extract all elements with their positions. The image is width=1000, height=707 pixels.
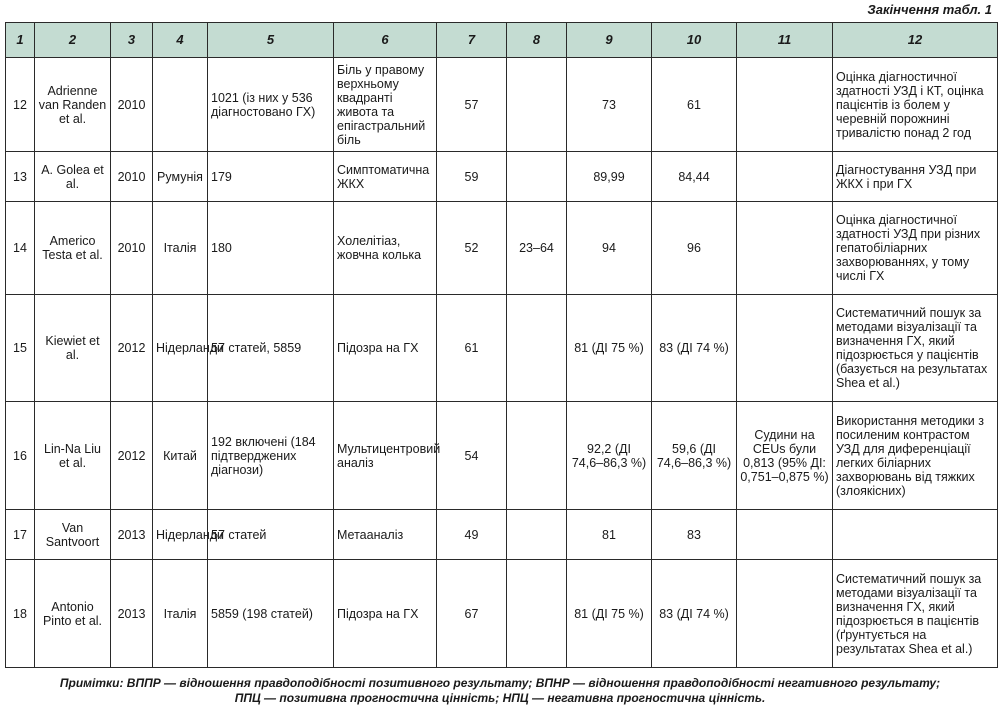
cell-author: Americo Testa et al. — [35, 202, 111, 295]
cell-country: Італія — [153, 560, 208, 668]
cell-col8 — [507, 510, 567, 560]
cell-sample: 1021 (із них у 536 діагностовано ГХ) — [208, 58, 334, 152]
cell-comment: Систематичний пошук за методами візуалізації та визначення ГХ, який підозрюється в пацієнтів (ґрунтується на результатах Shea et al.) — [833, 560, 998, 668]
cell-col9: 73 — [567, 58, 652, 152]
cell-col8 — [507, 295, 567, 402]
cell-indication: Метааналіз — [334, 510, 437, 560]
notes-line-1: Примітки: ВППР — відношення правдоподібності позитивного результату; ВПНР — відношення правдоподібності негативного результату; — [59, 676, 941, 690]
table-header — [6, 23, 998, 58]
table-row — [6, 202, 998, 295]
cell-sample: 180 — [208, 202, 334, 295]
cell-col9: 94 — [567, 202, 652, 295]
cell-country: Китай — [153, 402, 208, 510]
notes-line-2: ППЦ — позитивна прогностична цінність; НПЦ — негативна прогностична цінність. — [234, 691, 766, 705]
table-row — [6, 402, 998, 510]
cell-number: 15 — [6, 295, 35, 402]
cell-col8 — [507, 560, 567, 668]
header-cell: 6 — [334, 23, 437, 58]
header-cell: 9 — [567, 23, 652, 58]
header-cell: 11 — [737, 23, 833, 58]
cell-sample: 192 включені (184 підтверджених діагнози) — [208, 402, 334, 510]
cell-indication: Біль у правому верхньому квадранті живота та епігастральний біль — [334, 58, 437, 152]
cell-sample: 57 статей — [208, 510, 334, 560]
header-cell: 12 — [833, 23, 998, 58]
cell-col8: 23–64 — [507, 202, 567, 295]
cell-sample: 57 статей, 5859 — [208, 295, 334, 402]
table-body — [6, 58, 998, 668]
cell-col7: 59 — [437, 152, 507, 202]
table-row — [6, 510, 998, 560]
cell-number: 17 — [6, 510, 35, 560]
cell-country: Румунія — [153, 152, 208, 202]
table-notes — [0, 676, 1000, 706]
cell-col9: 81 (ДІ 75 %) — [567, 560, 652, 668]
cell-number: 13 — [6, 152, 35, 202]
cell-comment: Діагностування УЗД при ЖКХ і при ГХ — [833, 152, 998, 202]
cell-number: 18 — [6, 560, 35, 668]
header-cell: 8 — [507, 23, 567, 58]
cell-comment: Систематичний пошук за методами візуалізації та визначення ГХ, який підозрюється у пацієнтів (базується на результатах Shea et al.) — [833, 295, 998, 402]
cell-author: Kiewiet et al. — [35, 295, 111, 402]
cell-number: 12 — [6, 58, 35, 152]
cell-col10: 61 — [652, 58, 737, 152]
cell-year: 2010 — [111, 58, 153, 152]
cell-col10: 83 (ДІ 74 %) — [652, 295, 737, 402]
cell-sample: 5859 (198 статей) — [208, 560, 334, 668]
cell-author: A. Golea et al. — [35, 152, 111, 202]
cell-country: Нідерланди — [153, 510, 208, 560]
cell-comment: Оцінка діагностичної здатності УЗД при різних гепатобіліарних захворюваннях, у тому числі ГХ — [833, 202, 998, 295]
cell-sample: 179 — [208, 152, 334, 202]
header-cell: 7 — [437, 23, 507, 58]
cell-col9: 89,99 — [567, 152, 652, 202]
cell-col8 — [507, 58, 567, 152]
cell-col10: 96 — [652, 202, 737, 295]
cell-number: 16 — [6, 402, 35, 510]
cell-year: 2010 — [111, 152, 153, 202]
cell-indication: Холелітіаз, жовчна колька — [334, 202, 437, 295]
header-cell: 2 — [35, 23, 111, 58]
cell-col7: 49 — [437, 510, 507, 560]
cell-col8 — [507, 152, 567, 202]
header-cell: 4 — [153, 23, 208, 58]
cell-comment: Оцінка діагностичної здатності УЗД і КТ, оцінка пацієнтів із болем у черевній порожнині тривалістю понад 2 год — [833, 58, 998, 152]
cell-indication: Симптоматична ЖКХ — [334, 152, 437, 202]
cell-col11 — [737, 295, 833, 402]
table-caption: Закінчення табл. 1 — [867, 2, 992, 17]
cell-year: 2013 — [111, 510, 153, 560]
cell-col9: 81 — [567, 510, 652, 560]
cell-author: Lin-Na Liu et al. — [35, 402, 111, 510]
cell-author: Van Santvoort — [35, 510, 111, 560]
cell-year: 2012 — [111, 402, 153, 510]
cell-col10: 83 — [652, 510, 737, 560]
data-table — [5, 22, 998, 668]
cell-author: Adrienne van Randen et al. — [35, 58, 111, 152]
cell-col7: 67 — [437, 560, 507, 668]
cell-country: Італія — [153, 202, 208, 295]
cell-col11: Судини на CEUs були 0,813 (95% ДІ: 0,751–0,875 %) — [737, 402, 833, 510]
cell-year: 2010 — [111, 202, 153, 295]
cell-col11 — [737, 58, 833, 152]
header-cell: 3 — [111, 23, 153, 58]
cell-year: 2013 — [111, 560, 153, 668]
cell-indication: Мультицентровий аналіз — [334, 402, 437, 510]
cell-country: Нідерланди — [153, 295, 208, 402]
cell-indication: Підозра на ГХ — [334, 295, 437, 402]
header-cell: 5 — [208, 23, 334, 58]
cell-col10: 83 (ДІ 74 %) — [652, 560, 737, 668]
cell-col10: 84,44 — [652, 152, 737, 202]
cell-comment — [833, 510, 998, 560]
cell-year: 2012 — [111, 295, 153, 402]
table-row — [6, 58, 998, 152]
cell-col10: 59,6 (ДІ 74,6–86,3 %) — [652, 402, 737, 510]
header-row — [6, 23, 998, 58]
cell-number: 14 — [6, 202, 35, 295]
cell-col7: 54 — [437, 402, 507, 510]
cell-col11 — [737, 202, 833, 295]
table-row — [6, 295, 998, 402]
cell-col11 — [737, 510, 833, 560]
cell-author: Antonio Pinto et al. — [35, 560, 111, 668]
cell-col7: 61 — [437, 295, 507, 402]
cell-col11 — [737, 560, 833, 668]
table-row — [6, 560, 998, 668]
header-cell: 1 — [6, 23, 35, 58]
cell-col9: 81 (ДІ 75 %) — [567, 295, 652, 402]
table-row — [6, 152, 998, 202]
cell-col8 — [507, 402, 567, 510]
header-cell: 10 — [652, 23, 737, 58]
cell-col7: 57 — [437, 58, 507, 152]
cell-col7: 52 — [437, 202, 507, 295]
cell-col11 — [737, 152, 833, 202]
cell-comment: Використання методики з посиленим контрастом УЗД для диференціації легких біліарних захворювань від тяжких (злоякісних) — [833, 402, 998, 510]
cell-country — [153, 58, 208, 152]
cell-indication: Підозра на ГХ — [334, 560, 437, 668]
cell-col9: 92,2 (ДІ 74,6–86,3 %) — [567, 402, 652, 510]
